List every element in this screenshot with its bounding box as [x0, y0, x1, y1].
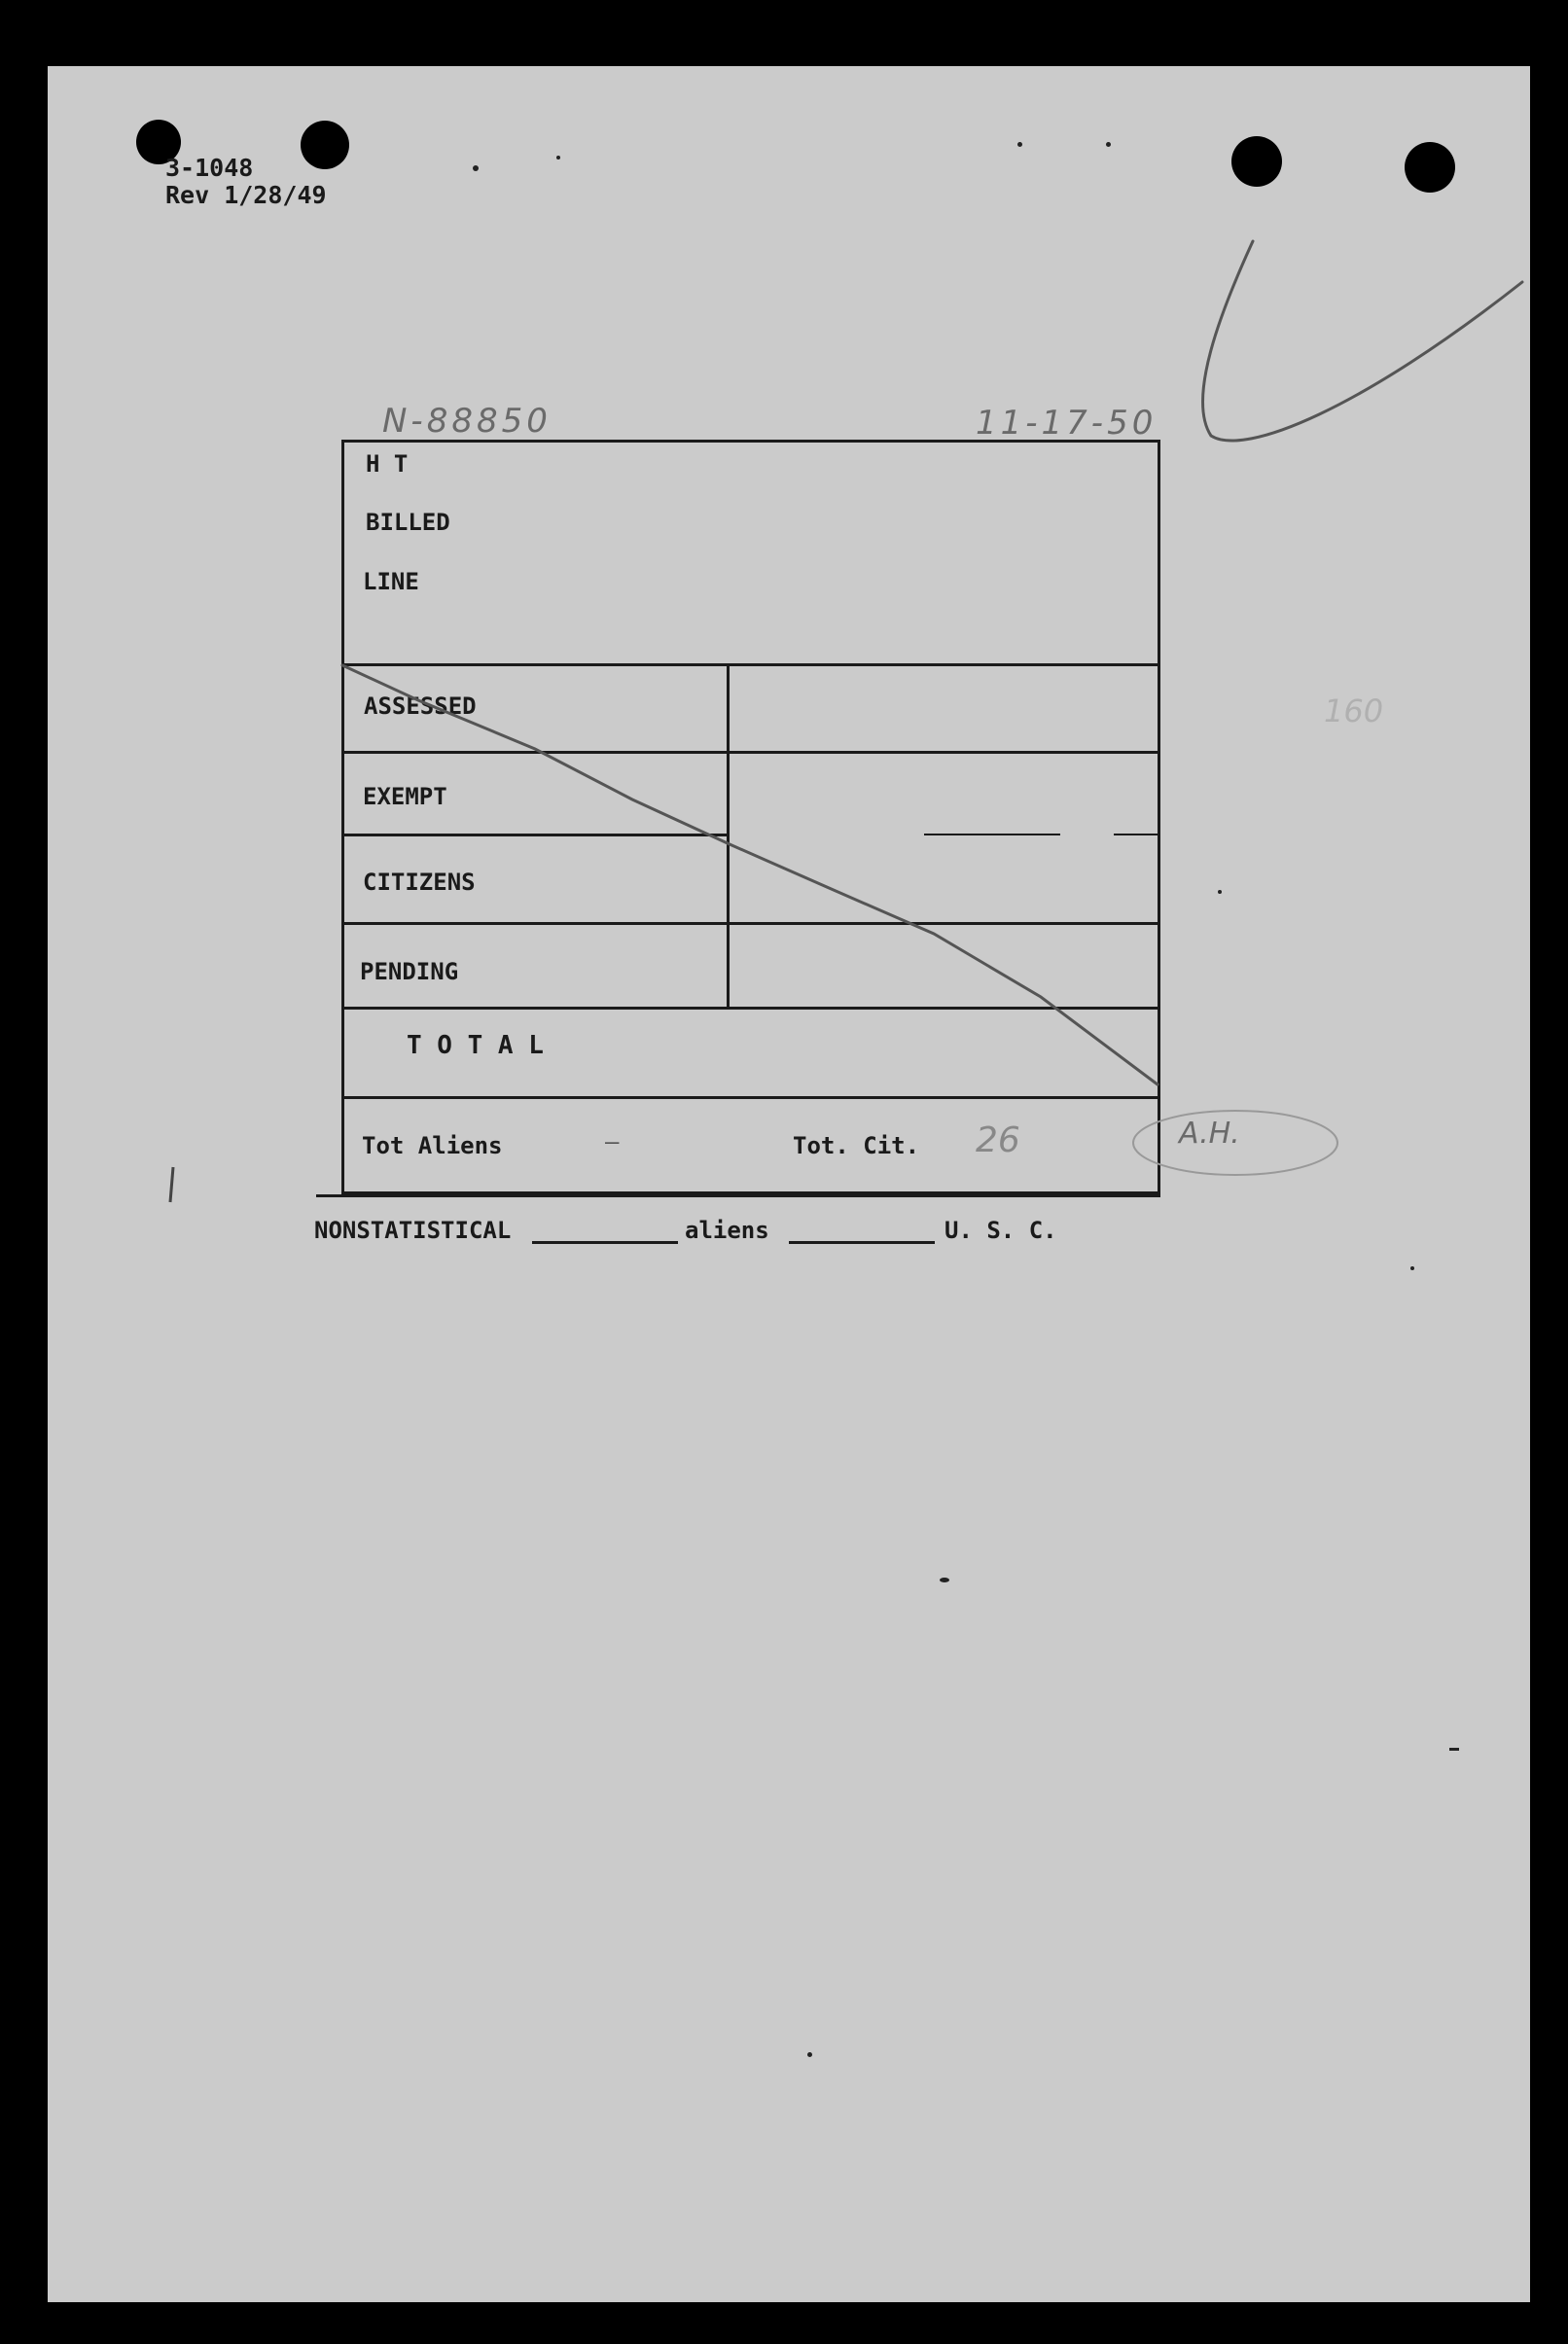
label-ht: H T — [366, 450, 409, 478]
label-pending: PENDING — [360, 958, 459, 985]
handwritten-date: 11-17-50 — [976, 404, 1158, 443]
check-mark-stroke — [1203, 241, 1522, 441]
form-revision: Rev 1/28/49 — [165, 181, 327, 209]
label-assessed: ASSESSED — [364, 693, 477, 720]
form-number: 3-1048 — [165, 154, 254, 182]
initials-circle — [1133, 1111, 1337, 1175]
label-tot-aliens: Tot Aliens — [362, 1132, 503, 1159]
label-exempt: EXEMPT — [363, 783, 447, 810]
handwritten-file-number: N-88850 — [382, 402, 552, 441]
label-line: LINE — [363, 568, 419, 595]
label-billed: BILLED — [366, 509, 450, 536]
label-citizens: CITIZENS — [363, 869, 476, 896]
label-tot-cit: Tot. Cit. — [793, 1132, 920, 1159]
label-usc: U. S. C. — [944, 1217, 1057, 1244]
value-tot-aliens: — — [605, 1128, 620, 1155]
margin-tick-stroke — [170, 1167, 173, 1202]
label-aliens: aliens — [685, 1217, 769, 1244]
handwritten-margin-number: 160 — [1324, 693, 1384, 729]
handwritten-initials: A.H. — [1179, 1117, 1240, 1151]
handwritten-tot-cit-value: 26 — [976, 1120, 1020, 1160]
label-total: T O T A L — [407, 1031, 544, 1060]
cancel-diagonal-stroke — [342, 665, 1158, 1084]
label-nonstatistical: NONSTATISTICAL — [314, 1217, 512, 1244]
